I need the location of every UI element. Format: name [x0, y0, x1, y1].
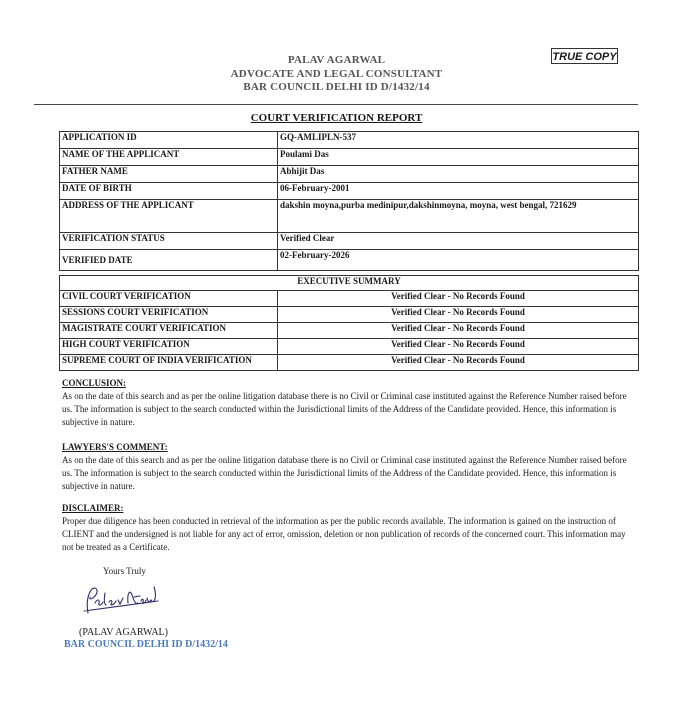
executive-summary-table: [59, 275, 639, 371]
field-value: GQ-AMLIPLN-537: [278, 132, 639, 149]
field-value: Verified Clear: [278, 233, 639, 250]
table-row: [60, 307, 639, 323]
advocate-designation: ADVOCATE AND LEGAL CONSULTANT: [230, 67, 443, 80]
conclusion-title: CONCLUSION:: [62, 378, 127, 388]
lawyers-comment-title: LAWYERS'S COMMENT:: [62, 442, 168, 452]
header-divider: [34, 104, 638, 105]
applicant-details-table: [59, 131, 639, 271]
table-row: [60, 166, 639, 183]
field-label: APPLICATION ID: [60, 132, 278, 149]
field-label: VERIFIED DATE: [60, 250, 278, 271]
table-row: [60, 233, 639, 250]
court-result: Verified Clear - No Records Found: [278, 355, 639, 371]
report-title: COURT VERIFICATION REPORT: [250, 112, 423, 124]
summary-title: EXECUTIVE SUMMARY: [60, 276, 639, 291]
field-label: ADDRESS OF THE APPLICANT: [60, 200, 278, 233]
printed-name: (PALAV AGARWAL): [79, 627, 168, 638]
table-row: [60, 339, 639, 355]
field-value: Poulami Das: [278, 149, 639, 166]
court-label: SESSIONS COURT VERIFICATION: [60, 307, 278, 323]
disclaimer-title: DISCLAIMER:: [62, 503, 124, 513]
handwritten-signature: [80, 583, 162, 621]
signature-bar-council-id: BAR COUNCIL DELHI ID D/1432/14: [64, 639, 228, 650]
lawyers-comment-text: As on the date of this search and as per the online litigation database there is no Civil or Criminal case instituted against the Reference Number raised before us. The information is subject to the search conducted within the Jurisdictional limits of the Address of the Candidate provided. Hence, this information is subjective in nature.: [62, 455, 627, 491]
court-label: CIVIL COURT VERIFICATION: [60, 291, 278, 307]
field-value: dakshin moyna,purba medinipur,dakshinmoyna, moyna, west bengal, 721629: [278, 200, 639, 233]
lawyers-comment-section: [62, 441, 634, 493]
conclusion-text: As on the date of this search and as per the online litigation database there is no Civil or Criminal case instituted against the Reference Number raised before us. The information is subject to the search conducted within the Jurisdictional limits of the Address of the Candidate provided. Hence, this information is subjective in nature.: [62, 391, 627, 427]
table-row: [60, 355, 639, 371]
disclaimer-section: [62, 502, 634, 554]
court-result: Verified Clear - No Records Found: [278, 323, 639, 339]
court-result: Verified Clear - No Records Found: [278, 291, 639, 307]
table-row: [60, 250, 639, 271]
bar-council-id: BAR COUNCIL DELHI ID D/1432/14: [243, 81, 430, 93]
court-label: HIGH COURT VERIFICATION: [60, 339, 278, 355]
court-label: MAGISTRATE COURT VERIFICATION: [60, 323, 278, 339]
court-result: Verified Clear - No Records Found: [278, 307, 639, 323]
salutation: Yours Truly: [103, 566, 146, 576]
disclaimer-text: Proper due diligence has been conducted in retrieval of the information as per the public records available. The information is gained on the instruction of CLIENT and the undersigned is not liable for any act of error, omission, deletion or non publication of records of the concerned court. This information may not be treated as a Certificate.: [62, 516, 626, 552]
table-row: [60, 291, 639, 307]
field-label: DATE OF BIRTH: [60, 183, 278, 200]
field-label: FATHER NAME: [60, 166, 278, 183]
court-label: SUPREME COURT OF INDIA VERIFICATION: [60, 355, 278, 371]
court-result: Verified Clear - No Records Found: [278, 339, 639, 355]
table-row: [60, 183, 639, 200]
table-row: [60, 323, 639, 339]
table-row: [60, 132, 639, 149]
field-label: NAME OF THE APPLICANT: [60, 149, 278, 166]
field-value: 02-February-2026: [278, 250, 639, 271]
field-value: Abhijit Das: [278, 166, 639, 183]
field-label: VERIFICATION STATUS: [60, 233, 278, 250]
conclusion-section: [62, 377, 634, 429]
field-value: 06-February-2001: [278, 183, 639, 200]
advocate-name: PALAV AGARWAL: [287, 54, 386, 66]
table-row: [60, 276, 639, 291]
true-copy-stamp: TRUE COPY: [551, 48, 618, 64]
table-row: [60, 149, 639, 166]
table-row: [60, 200, 639, 233]
